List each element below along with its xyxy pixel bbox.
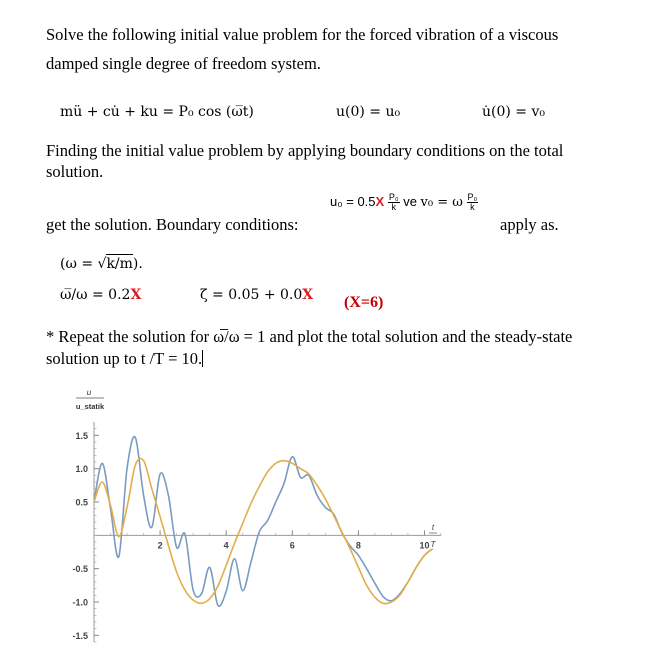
y-tick-label: -0.5	[72, 564, 88, 575]
p0-over-k-fraction-2: $\frac{\text{P₀}}{k}$	[467, 192, 478, 212]
y-axis-label-denominator: u_statik	[75, 402, 105, 411]
x-value-text: (X=6)	[344, 294, 384, 311]
steady-state-solution-line	[94, 458, 433, 603]
y-tick-label: 1.0	[75, 464, 88, 475]
finding-text	[46, 140, 563, 182]
omega-prefix: (ω =	[60, 256, 98, 272]
intro-line-1: Solve the following initial value problem for the forced vibration of a viscous	[46, 25, 559, 44]
sqrt-symbol: √	[97, 256, 107, 272]
y-tick-label: -1.0	[72, 597, 88, 608]
y-tick-label: -1.5	[72, 630, 88, 641]
frequency-ratio	[60, 287, 141, 303]
u0-prefix: u₀ = 0.5	[330, 193, 376, 209]
plot-axes	[94, 422, 441, 642]
damping-ratio-text: ζ = 0.05 + 0.0	[200, 287, 303, 303]
repeat-line-2	[46, 348, 572, 370]
sqrt-radicand: k/m	[106, 256, 133, 272]
apply-text: apply as.	[500, 215, 559, 234]
v0-prefix: v₀ = ω	[420, 194, 463, 210]
boundary-conditions-formula	[330, 193, 478, 212]
damping-ratio-x: X	[302, 287, 314, 303]
ve-connector: ve	[403, 193, 417, 209]
x-tick-label: 10	[419, 540, 430, 551]
x-axis-label-denominator: T	[430, 540, 436, 549]
x-tick-label: 2	[157, 540, 163, 551]
x-axis-label-numerator: t	[431, 523, 435, 532]
y-axis-label-numerator: u	[86, 388, 92, 397]
finding-line-1: Finding the initial value problem by applying boundary conditions on the total	[46, 141, 564, 160]
x-tick-label: 8	[355, 540, 361, 551]
damping-ratio	[200, 287, 313, 303]
text-cursor	[202, 350, 203, 367]
y-tick-label: 1.5	[75, 430, 88, 441]
y-tick-label: 0.5	[75, 497, 88, 508]
x-tick-label: 6	[289, 540, 295, 551]
plot-series	[94, 437, 433, 607]
initial-condition-velocity: u̇(0) = v₀	[482, 104, 545, 120]
intro-text	[46, 22, 558, 77]
x-value-note	[344, 294, 383, 312]
u0-x-letter: X	[375, 193, 385, 209]
repeat-line-2-text: solution up to t /T = 10.	[46, 349, 203, 368]
finding-line-2: solution.	[46, 162, 104, 181]
get-solution-text: get the solution. Boundary conditions:	[46, 215, 299, 234]
equation-of-motion: mü + cu̇ + ku = P₀ cos (ω̅t)	[60, 104, 254, 120]
intro-line-2: damped single degree of freedom system.	[46, 54, 321, 73]
omega-suffix: ).	[132, 256, 143, 272]
omega-definition	[60, 256, 143, 272]
frequency-ratio-x: X	[130, 287, 142, 303]
frequency-ratio-text: ω̅/ω = 0.2	[60, 287, 131, 303]
x-tick-label: 4	[223, 540, 229, 551]
repeat-text	[46, 326, 572, 370]
p0-over-k-fraction-1: $\frac{\text{P₀}}{k}$	[388, 192, 399, 212]
response-plot	[0, 380, 668, 660]
initial-condition-displacement: u(0) = u₀	[336, 104, 401, 120]
repeat-line-1: * Repeat the solution for ω̅/ω = 1 and plot the total solution and the steady-state	[46, 327, 573, 346]
plot-axis-labels	[76, 388, 437, 549]
